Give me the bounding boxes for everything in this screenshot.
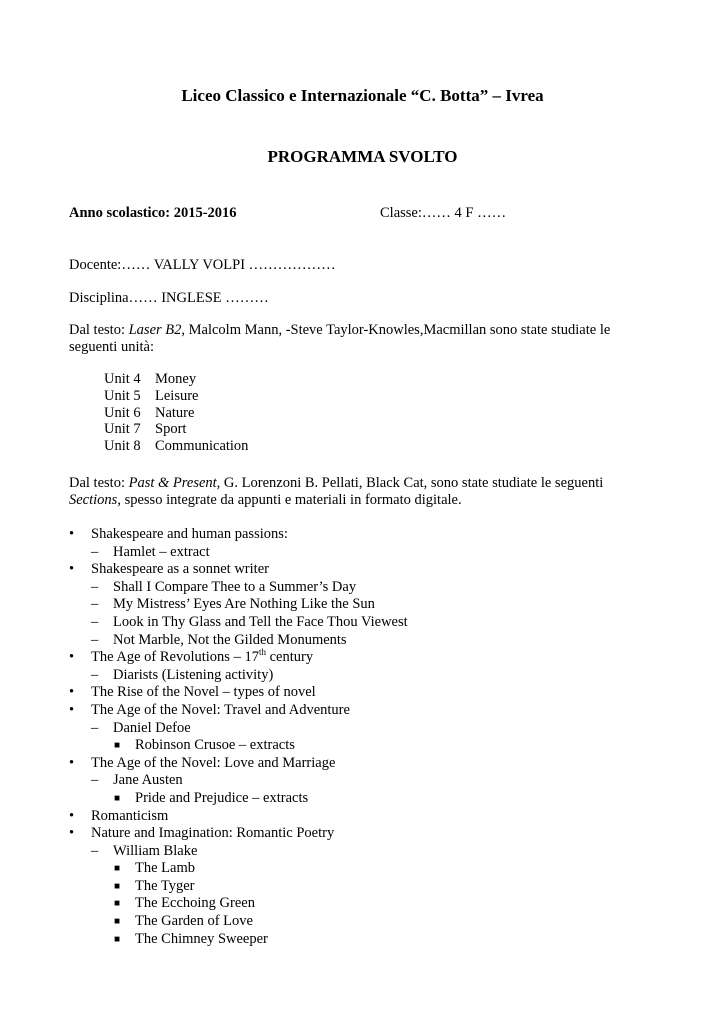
dash-marker: – — [91, 596, 99, 613]
topic-text: The Age of the Novel: Travel and Adventure — [91, 701, 350, 718]
subject-line: Disciplina…… INGLESE ……… — [69, 290, 269, 306]
topics-list — [69, 526, 669, 948]
topic-item-level-2 — [69, 614, 669, 632]
unit-row — [104, 405, 248, 422]
school-year: Anno scolastico: 2015-2016 — [69, 205, 237, 221]
bullet-marker: • — [69, 684, 75, 701]
topic-item-level-1 — [69, 649, 669, 667]
unit-number: Unit 4 — [104, 371, 141, 387]
topic-item-level-1 — [69, 808, 669, 826]
topic-text: Romanticism — [91, 807, 169, 824]
topic-text: Daniel Defoe — [113, 719, 191, 736]
dash-marker: – — [91, 613, 99, 630]
topic-item-level-2 — [69, 544, 669, 562]
topic-item-level-3 — [69, 895, 669, 913]
topic-text: The Age of Revolutions – 17 — [91, 649, 259, 666]
square-bullet-icon: ■ — [114, 792, 121, 804]
topic-text: My Mistress’ Eyes Are Nothing Like the Sun — [113, 596, 375, 613]
bullet-marker: • — [69, 825, 75, 842]
square-bullet-icon: ■ — [114, 880, 121, 892]
bullet-marker: • — [69, 807, 75, 824]
topic-item-level-3 — [69, 931, 669, 949]
unit-name: Money — [155, 371, 197, 387]
unit-row — [104, 421, 248, 438]
topic-text: Shakespeare as a sonnet writer — [91, 561, 269, 578]
teacher-line: Docente:…… VALLY VOLPI ……………… — [69, 257, 336, 273]
topic-text: Shakespeare and human passions: — [91, 526, 288, 542]
textbook-paragraph-2 — [69, 475, 629, 510]
square-bullet-icon: ■ — [114, 916, 121, 928]
units-list — [104, 371, 248, 455]
bullet-marker: • — [69, 649, 75, 666]
unit-name: Sport — [155, 421, 187, 438]
text2-rest: G. Lorenzoni B. Pellati, Black Cat, sono state studiate le seguenti — [220, 475, 604, 491]
topic-superscript: th — [258, 647, 266, 658]
topic-item-level-3 — [69, 913, 669, 931]
topic-text: Jane Austen — [113, 772, 183, 789]
topic-text: Hamlet – extract — [113, 543, 210, 560]
unit-name: Communication — [155, 438, 249, 455]
school-title: Liceo Classico e Internazionale “C. Botta” – Ivrea — [181, 86, 544, 105]
topic-text: Nature and Imagination: Romantic Poetry — [91, 825, 335, 842]
topic-text: Shall I Compare Thee to a Summer’s Day — [113, 578, 357, 595]
topic-item-level-2 — [69, 720, 669, 738]
topic-text: The Ecchoing Green — [135, 895, 255, 912]
topic-text: The Tyger — [135, 877, 195, 894]
text2-sections: Sections — [69, 492, 118, 509]
text2-prefix: Dal testo: — [69, 475, 129, 491]
unit-number: Unit 7 — [104, 421, 141, 438]
topic-item-level-1 — [69, 825, 669, 843]
topic-item-level-3 — [69, 790, 669, 808]
unit-name: Leisure — [155, 387, 199, 404]
dash-marker: – — [91, 631, 99, 648]
textbook-paragraph-1 — [69, 322, 629, 357]
bullet-marker: • — [69, 561, 75, 578]
topic-item-level-2 — [69, 596, 669, 614]
topic-text: The Chimney Sweeper — [135, 930, 268, 947]
text2-book: Past & Present, — [128, 475, 221, 491]
topic-text: Pride and Prejudice – extracts — [135, 789, 309, 806]
square-bullet-icon: ■ — [114, 740, 121, 752]
unit-row — [104, 388, 248, 405]
dash-marker: – — [91, 543, 99, 560]
unit-name: Nature — [155, 404, 195, 421]
square-bullet-icon: ■ — [114, 898, 121, 910]
topic-item-level-1 — [69, 561, 669, 579]
square-bullet-icon: ■ — [114, 933, 121, 945]
topic-text: William Blake — [113, 842, 198, 859]
unit-number: Unit 8 — [104, 438, 141, 455]
topic-item-level-3 — [69, 737, 669, 755]
topic-item-level-3 — [69, 878, 669, 896]
topic-item-level-1 — [69, 526, 669, 544]
topic-item-level-1 — [69, 755, 669, 773]
unit-number: Unit 6 — [104, 404, 141, 421]
bullet-marker: • — [69, 754, 75, 771]
topic-text: Diarists (Listening activity) — [113, 666, 274, 683]
topic-item-level-3 — [69, 860, 669, 878]
text2-rest2: , spesso integrate da appunti e materiali in formato digitale. — [117, 492, 462, 509]
square-bullet-icon: ■ — [114, 863, 121, 875]
dash-marker: – — [91, 578, 99, 595]
text1-rest: , Malcolm Mann, -Steve Taylor-Knowles,Macmillan sono state studiate le seguenti unità: — [69, 322, 611, 356]
topic-text: The Lamb — [135, 860, 195, 877]
unit-number: Unit 5 — [104, 387, 141, 404]
topic-item-level-2 — [69, 772, 669, 790]
topic-item-level-2 — [69, 579, 669, 597]
dash-marker: – — [91, 719, 99, 736]
bullet-marker: • — [69, 701, 75, 718]
topic-text: Look in Thy Glass and Tell the Face Thou Viewest — [113, 613, 408, 630]
topic-text: The Age of the Novel: Love and Marriage — [91, 754, 336, 771]
topic-text: Robinson Crusoe – extracts — [135, 737, 295, 754]
topic-item-level-2 — [69, 667, 669, 685]
text1-prefix: Dal testo: — [69, 322, 129, 338]
topic-item-level-2 — [69, 632, 669, 650]
dash-marker: – — [91, 772, 99, 789]
topic-text: Not Marble, Not the Gilded Monuments — [113, 631, 347, 648]
bullet-marker: • — [69, 526, 75, 542]
topic-item-level-2 — [69, 843, 669, 861]
topic-text: The Rise of the Novel – types of novel — [91, 684, 316, 701]
text1-book: Laser B2 — [128, 322, 182, 338]
topic-text-after: century — [265, 649, 314, 666]
topic-text: The Garden of Love — [135, 913, 253, 930]
dash-marker: – — [91, 842, 99, 859]
document-title: PROGRAMMA SVOLTO — [267, 147, 458, 166]
topic-item-level-1 — [69, 684, 669, 702]
dash-marker: – — [91, 666, 99, 683]
unit-row — [104, 371, 248, 388]
topic-item-level-1 — [69, 702, 669, 720]
class-label: Classe:…… 4 F …… — [380, 205, 507, 221]
unit-row — [104, 438, 248, 455]
